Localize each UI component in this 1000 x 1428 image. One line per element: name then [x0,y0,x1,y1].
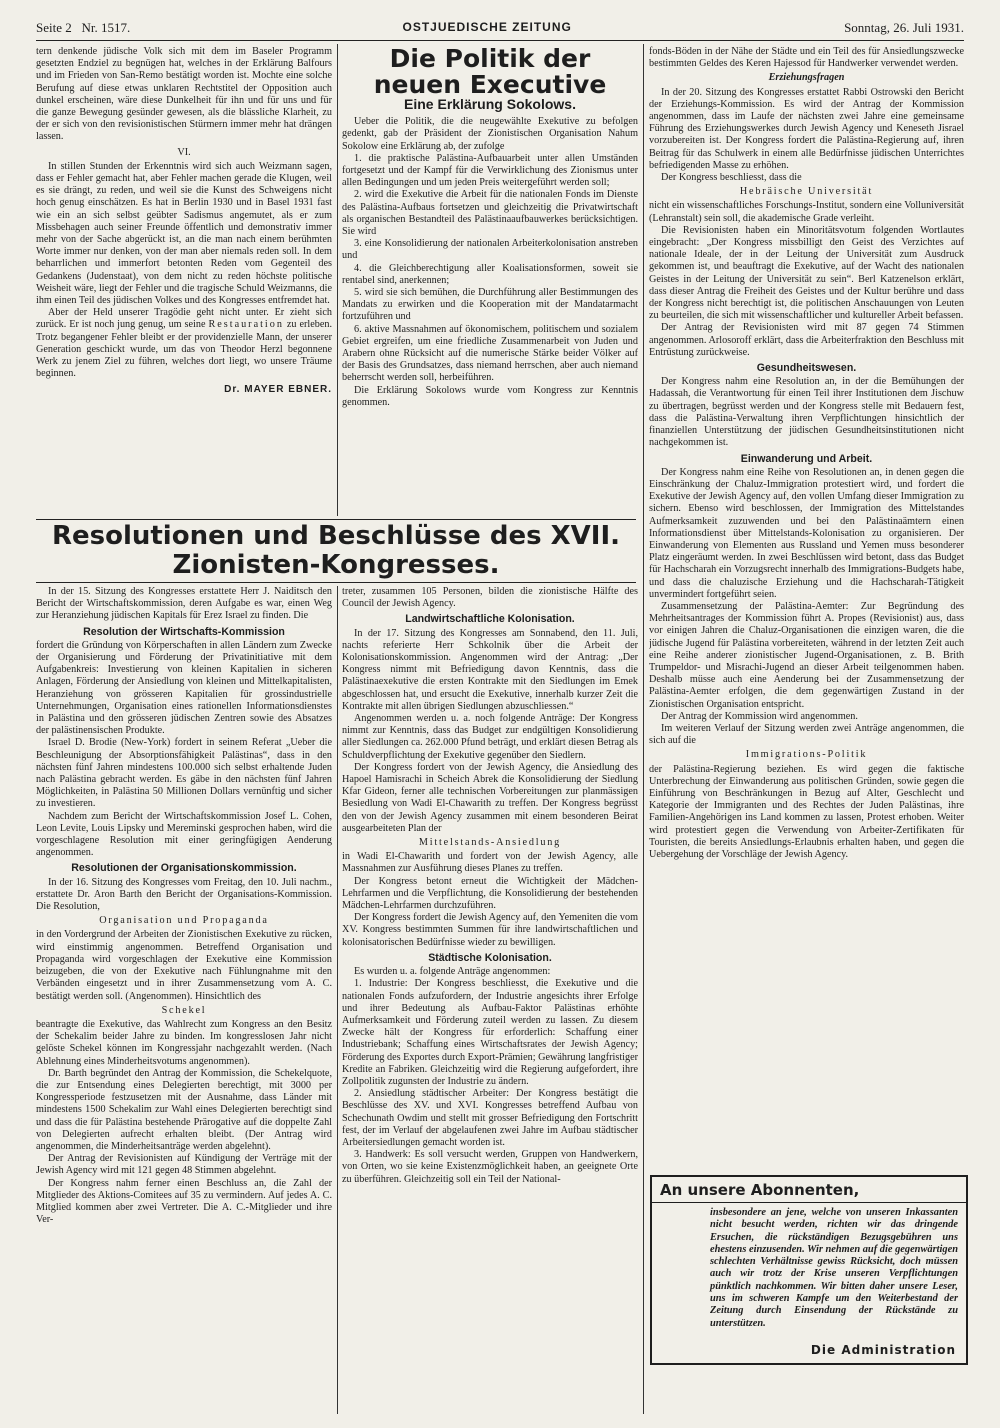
list-item: 4. die Gleichberechtigung aller Koalisationsformen, soweit sie rentabel sind, anerkennen; [342,262,638,286]
article-paragraph: Der Kongress beschliesst, dass die [661,172,802,184]
article-paragraph: Der Kongress fordert die Jewish Agency auf, den Yemeniten die vom XV. Kongress bestimmten Summen für ihre landwirtschaftlichen und kolonisatorischen Bedürfnisse wieder zu bewilligen. [342,912,638,948]
article-paragraph: In stillen Stunden der Erkenntnis wird sich auch Weizmann sagen, dass er Fehler gemacht hat, aber Fehler machen gerade die Klugen, weil es sie drängt, zu reden, und weil sie die Kunst des Schweigens nicht hoch genug einschätzen. Es hat in Berlin 1930 und in Basel 1931 fast wie ein an sich selbst geübter Sadismus angemutet, als er zum Missbehagen auch seiner Freunde öffentlich und demonstrativ immer mehr von der Sache abgerückt ist, an die man nach einem berühmten Worte immer nur denken, von der man aber niemals reden soll. In dem beharrlichen und immerfort betonten Reden vom Gegenteil des Gedankens (Judenstaat), von dem nicht zu reden höchste politische Weisheit wäre, liegt der Fehler und die tragische Schuld Weizmanns, die ihm einen Teil des jüdischen Volkes und des Kongresses entfremdet hat. [36,160,332,307]
list-item: 2. Ansiedlung städtischer Arbeiter: Der Kongress bestätigt die Beschlüsse des XV. und XVI. Kongresses betreffend Aufbau von Schechunath Owdim und stellt mit grosser Befriedigung den Fortschritt fest, der im Verlauf der abgelaufenen zwei Jahre im Aufbau städtischer Arbeitersiedlungen gemacht worden ist. [342,1088,638,1148]
subscriber-notice [650,1175,968,1365]
article-paragraph: Im weiteren Verlauf der Sitzung werden zwei Anträge angenommen, die sich auf die [649,722,964,747]
header-rule [36,40,964,41]
section-heading: Resolution der Wirtschafts-Kommission [83,625,285,638]
notice-signature: Die Administration [810,1343,956,1357]
subheadline: Eine Erklärung Sokolows. [404,96,576,112]
article-paragraph: Der Kongress fordert von der Jewish Agency, die Ansiedlung des Hapoel Hamisrachi in Scheich Abrek die Konsolidierung der Siedlung Kfar Gideon, ferner alle technischen Vorbereitungen zur planmässigen Besiedlung von Wadi El-Chawarith zu treffen. Der Kongress begrüsst den von der Jewish Agency zusammen mit einem besonderen Beirat ausgearbeiteten Plan der [342,761,638,834]
section-heading: Gesundheitswesen. [756,362,857,375]
article-paragraph: Die Erklärung Sokolows wurde vom Kongress zur Kenntnis genommen. [342,384,638,408]
issue-date: Sonntag, 26. Juli 1931. [844,20,964,35]
article-paragraph: Ueber die Politik, die die neugewählte Exekutive zu befolgen gedenkt, gab der Präsident der Zionistischen Organisation Nahum Sokolow eine Erklärung ab, der zufolge [342,116,638,152]
section-number: VI. [177,146,191,158]
article-weizmann-ending [36,46,332,516]
article-paragraph: Der Kongress betont erneut die Wichtigkeit der Mädchen-Lehrfarmen und die Verpflichtung, die Konsolidierung der bestehenden Mädchen-Lehrfarmen durchzuführen. [342,875,638,912]
article-resolutionen-col1 [36,586,332,1414]
page-info [36,20,130,36]
headline: Resolutionen und Beschlüsse des XVII. [51,521,621,551]
section-heading: Mittelstands-Ansiedlung [418,837,562,849]
headline: Zionisten-Kongresses. [172,550,500,580]
list-item: 3. eine Konsolidierung der nationalen Arbeiterkolonisation anstreben und [342,238,638,262]
headline: neuen Executive [373,69,607,99]
article-paragraph: Der Antrag der Kommission wird angenommen. [661,710,858,722]
list-item: 5. wird sie sich bemühen, die Durchführung aller Bestimmungen des Mandats zu erwirken und die Kooperation mit der Mandatarmacht fortzuführen und [342,287,638,323]
list-item: 1. die praktische Palästina-Aufbauarbeit unter allen Umständen fortgesetzt und der Kampf für die Verwirklichung des Zionismus unter allen Bedingungen und um jeden Preis weitergeführt werden soll; [342,152,638,189]
article-paragraph: beantragte die Exekutive, das Wahlrecht zum Kongress an den Besitz der Schekalim beider Jahre zu binden. Im kongresslosen Jahr nicht gelöste Schekel können im Kongressjahr nachgezahlt werden. (Nach Ablehnung eines Minderheitsvotums angenommen). [36,1018,332,1067]
text-run: Aber der Held unserer Tragödie geht nicht unter. Er zieht sich zurück. Er ist noch jung genug, um seine [36,307,332,331]
headline: Die Politik der [389,46,591,73]
section-heading: Resolutionen der Organisationskommission. [71,862,297,875]
article-paragraph: Der Kongress nahm ferner einen Beschluss an, die Zahl der Mitglieder des Aktions-Comitees auf 35 zu vermindern. Auf jedes A. C. Mitglied kommen aber zwei Vertreter. Die A. C.-Mitglieder und ihre Ver- [36,1177,332,1226]
text-run: zu erleben. Trotz begangener Fehler bleibt er der providenzielle Mann, der unserer Generation geschickt wurde, um das von Theodor Herzl begonnene Werk zu jenem Ziel zu führen, welches dort liegt, wo unsere Träume beginnen. [36,319,332,380]
article-paragraph: Der Antrag der Revisionisten wird mit 87 gegen 74 Stimmen angenommen. Arlosoroff erklärt, dass die Arbeiterfraktion den Beschluss mit Entrüstung zurückweise. [649,322,964,358]
article-paragraph: In der 15. Sitzung des Kongresses erstattete Herr J. Naiditsch den Bericht der Wirtschaftskommission, deren Aufgabe es war, einen Weg zur Heranziehung jüdischen Kapitals für Erez Israel zu finden. Die [36,586,332,622]
article-continued-column [649,46,964,1166]
notice-text: insbesondere an jene, welche von unseren Inkassanten nicht besucht werden, richten wir das dringende Ersuchen, die rückständigen Bezugsgebühren uns ehestens einzusenden. Wir nehmen auf die gegenwärtigen schlechten Verhältnisse gewiss Rücksicht, doch müssen auch wir trotz der Krise unseren Verpflichtungen pünktlich nachkommen. Wir bitten daher unsere Leser, uns im schweren Kampfe um den Weiterbestand der Zeitung durch Einsendung der Rückstände zu unterstützen. [710,1207,958,1329]
page-header [36,20,964,38]
article-paragraph: Der Antrag der Revisionisten auf Kündigung der Verträge mit der Jewish Agency wird mit 121 gegen 48 Stimmen abgelehnt. [36,1153,332,1177]
section-rule-left [36,519,636,520]
emphasis: Restauration [208,319,284,331]
list-item: 6. aktive Massnahmen auf ökonomischem, politischem und sozialem Gebiet ergreifen, um eine friedliche Zusammenarbeit von Juden und Arabern ohne Rücksicht auf die numerische Stärke beider Völker auf der Basis des Grundsatzes, dass niemand herrschen, aber auch niemand beherrscht werden soll, herbeiführen. [342,323,638,384]
article-paragraph: In der 20. Sitzung des Kongresses erstattet Rabbi Ostrowski den Bericht der Erziehungs-Kommission. Es wird der Antrag der Kommission angenommen, dass im Laufe der nächsten zwei Jahre eine gemeinsame Führung des Erziehungswerkes durch Jewish Agency und Keneseth Jisrael vorzubereiten ist. Der Kongress fordert die Palästina-Regierung auf, ihren Beitrag für das Schulwerk in einem alle Bedürfnisse jüdischen Unterrichtes befriedigenden Masse zu erhöhen. [649,86,964,171]
article-paragraph: treter, zusammen 105 Personen, bilden die zionistische Hälfte des Council der Jewish Agency. [342,586,638,610]
article-paragraph: Die Revisionisten haben ein Minoritätsvotum folgenden Wortlautes eingebracht: „Der Kongress missbilligt den Geist des Verzichtes auf nationale Ideale, der in der Leitung der Universität zum Ausdruck gekommen ist, und beauftragt die Exekutive, auf der Wacht des nationalen Geistes in der Leitung der Universität zu sein“. Berl Katzenelson erklärt, dass dieser Antrag die Freiheit des Geistes und der Kultur berühre und dass der Kongress nicht berechtigt ist, die politischen Anschauungen von Leuten zu beurteilen, die sich mit wissenschaftlicher und kultureller Arbeit befassen. [649,224,964,322]
list-item: 1. Industrie: Der Kongress beschliesst, die Exekutive und die nationalen Fonds aufzufordern, der Industrie angesichts ihrer Erfolge und ihrer Bedeutung als Aufbau-Faktor Palästinas erhöhte Aufmerksamkeit und Förderung zuteil werden zu lassen. Zu diesem Zwecke hält der Kongress für erforderlich: Schaffung einer Industriebank; Schaffung eines Wirtschaftsrates der Jewish Agency; Förderung des Exportes durch Export-Prämien; Gewährung langfristiger Kredite an Fabriken. Gleichzeitig wird die Regierung aufgefordert, ihre Zollpolitik zugunsten der Industrie zu ändern. [342,978,638,1087]
article-paragraph: Zusammensetzung der Palästina-Aemter: Zur Begründung des Mehrheitsantrages der Kommission führt A. Propes (Revisionist) aus, dass vor einigen Jahren die Chaluz-Organisationen die einzigen waren, die die jüdische Jugend für Palästina vorbereiteten, während in der letzten Zeit auch eine Reihe anderer zionistischer Jugend-Organisationen, z. B. Brith Trumpeldor- und Misrachi-Jugend an dieser Arbeit teilgenommen haben. Deshalb müsse auch eine Aenderung bei der Zusammensetzung der Palästina-Aemter erfolgen, die dem gegenwärtigen Zustand in der Zionistischen Organisation entspricht. [649,600,964,710]
section-heading: Hebräische Universität [739,186,874,198]
section-rule-left-2 [36,582,636,583]
article-paragraph: Es wurden u. a. folgende Anträge angenommen: [354,966,551,978]
section-heading: Landwirtschaftliche Kolonisation. [405,613,575,626]
section-heading: Erziehungsfragen [768,72,845,84]
article-paragraph: in den Vordergrund der Arbeiten der Zionistischen Exekutive zu rücken, wird einstimmig angenommen. Betreffend Organisation und Propaganda wird vorgeschlagen der Exekutive eine Kommission beizugeben, die von der Exekutive nach Fühlungnahme mit den Verbänden eingesetzt und in ihrer Zusammensetzung vom A. C. bestätigt werden soll. (Angenommen). Hinsichtlich des [36,929,332,1002]
column-divider [643,44,644,1414]
column-divider [337,586,338,1414]
list-item: 2. wird die Exekutive die Arbeit für die nationalen Fonds im Dienste des Palästina-Aufbaus fortsetzen und gleichzeitig die Privatwirtschaft als organischen Bestandteil des Palästinaaufbauwerkes berücksichtigen. Sie wird [342,189,638,238]
article-paragraph: fordert die Gründung von Körperschaften in allen Ländern zum Zwecke der Organisierung und Förderung der Privatinitiative mit dem Aufgabenkreis: Investierung von kleinen Kapitalien in sicheren Anlagen, Förderung der Ansiedlung von kleinen und Mittelkapitalisten, Heranziehung von grösseren Kapitalien für grossindustrielle Unternehmungen, Organisation eines rationellen Informationsdienstes in Palästina und den grösseren jüdischen Zentren sowie des Absatzes der palästinensischen Produkte. [36,639,332,737]
article-paragraph: Dr. Barth begründet den Antrag der Kommission, die Schekelquote, die zur Entsendung eines Delegierten berechtigt, mit 3000 per Kongressperiode festzusetzen mit der Ausnahme, dass Länder mit mindestens 1500 Schekalim zur Wahl eines Delegierten berechtigt sind und dass die für Palästina bestehende Prärogative auf die doppelte Zahl von Delegierten aufrecht erhalten bleibt. (Der Antrag wird angenommen, die Minderheitsanträge werden abgelehnt). [36,1067,332,1152]
section-heading: Städtische Kolonisation. [428,951,552,964]
article-paragraph: tern denkende jüdische Volk sich mit dem im Baseler Programm gesetzten Endziel zu begnügen hat, welches in der Erklärung Balfours und im Frieden von San-Remo bestätigt worden ist. Mochte eine solche Berufung auf diese etwas unklaren Rechtstitel der Opposition auch dunkel erscheinen, wäre diese Dunkelheit für ihn und für uns und für die ganze Bewegung gesünder gewesen, als die blässliche Klarheit, zu der er sich von den revisionistischen Stürmern immer mehr hat drängen lassen. [36,46,332,143]
article-paragraph: In der 17. Sitzung des Kongresses am Sonnabend, den 11. Juli, nachts referierte Herr Schkolnik über die Arbeit der Kolonisationskommission. Angenommen wird der Antrag: „Der Kongress nimmt mit Befriedigung davon Kenntnis, dass die Palästinaexekutive die ersten Kontrakte mit den Siedlungen im Emek abgeschlossen hat, und ersucht die Exekutive, innerhalb kurzer Zeit die Kontrakte mit allen übrigen Siedlungen abzuschliessen.“ [342,627,638,712]
section-heading: Einwanderung und Arbeit. [740,452,873,465]
article-paragraph: Israel D. Brodie (New-York) fordert in seinem Referat „Ueber die Beschleunigung der Absorptionsfähigkeit Palästinas“, dass in den nächsten fünf Jahren mindestens 100.000 sich selbst erhaltende Juden nach Palästina gebracht werden. Es gäbe in den nächsten fünf Jahren Möglichkeiten, in Palästina 50 Millionen Dollars vernünftig und sicher zu investieren. [36,737,332,810]
article-paragraph: fonds-Böden in der Nähe der Städte und ein Teil des für Ansiedlungszwecke bestimmten Geldes des Keren Hajessod für Handwerker verwendet werden. [649,46,964,70]
article-paragraph: Der Kongress nahm eine Resolution an, in der die Bemühungen der Hadassah, die Verantwortung für einen Teil ihrer Institutionen dem Jischuw zu übertragen, begrüsst werden und der Kongress stelle mit Bedauern fest, dass die Palästina-Verwaltung ihren Verpflichtungen hinsichtlich der finanziellen Unterstützung der jüdischen Gesundheitsinstitutionen nicht nachgekommen ist. [649,376,964,449]
section-heading: Immigrations-Politik [745,749,868,761]
article-paragraph: der Palästina-Regierung beziehen. Es wird gegen die faktische Unterbrechung der Einwanderung aus politischen Gründen, sowie gegen die Einführung von Beschränkungen in Bezug auf Alter, Geschlecht und Kategorie der Immigranten und des Rechtes der Juden Palästinas, ihre Familien-Angehörigen ins Land kommen zu lassen, Protest erhoben. Weiter wird protestiert gegen die Verwendung von Arbeiter-Zertifikaten für Touristen, die bereits Ansiedlungs-Erlaubnis erhalten haben, und gegen die Uebergehung der Vorschläge der Jewish Agency. [649,763,964,860]
list-item: 3. Handwerk: Es soll versucht werden, Gruppen von Handwerkern, von Orten, wo sie keine Existenzmöglichkeit haben, an geeignete Orte zu überführen. Gleichzeitig soll ein Teil der National- [342,1149,638,1185]
section-heading: Organisation und Propaganda [99,915,269,927]
article-author: Dr. MAYER EBNER. [224,384,332,396]
article-paragraph: Der Kongress nahm eine Reihe von Resolutionen an, in denen gegen die Einschränkung der Chaluz-Immigration protestiert wird, und fordert die Exekutive der Jewish Agency auf, den vollen Umfang dieser Immigration zu sichern. Ebenso wird beschlossen, der Immigration des Mittelstandes Aufmerksamkeit zuzuwenden und bei den Palästinaämtern einen Informationsdienst über Mittelstands-Kolonisation zu organisieren. Der Einwanderung von Elementen aus Russland und Yemen muss besonderer Platz eingeräumt werden. In zwei Beschlüssen wird betont, dass das Budget für Hachscharah ein Vorzugsrecht innerhalb des Immigrations-Budgets habe, und dass die chaluzische Erziehung und die Hachscharah-Tätigkeit unvermindert fortgeführt seien. [649,466,964,600]
article-paragraph: In der 16. Sitzung des Kongresses vom Freitag, den 10. Juli nachm., erstattete Dr. Aron Barth den Bericht der Organisations-Kommission. Die Resolution, [36,876,332,913]
article-resolutionen-col2 [342,586,638,1414]
section-heading: Schekel [161,1004,207,1016]
issue-number: Nr. 1517. [81,20,131,35]
resolutionen-headline [36,522,636,580]
article-paragraph: nicht ein wissenschaftliches Forschungs-Institut, sondern eine Volluniversität (Lehranstalt) sein soll, die akademische Grade verleiht. [649,200,964,224]
page-number: Seite 2 [36,20,72,35]
article-paragraph: Angenommen werden u. a. noch folgende Anträge: Der Kongress nimmt zur Kenntnis, dass das Budget zur endgültigen Konsolidierung aller Siedlungen ca. 262.000 Pfund beträgt, und erklärt diesen Betrag als Schuldverpflichtung der Exekutive gegenüber den Siedlern. [342,713,638,761]
column-divider [337,44,338,516]
article-paragraph [36,307,332,380]
masthead: OSTJUEDISCHE ZEITUNG [402,20,572,34]
article-paragraph: Nachdem zum Bericht der Wirtschaftskommission Josef L. Cohen, Leon Levite, Louis Lipsky und Mereminski gesprochen haben, wird die vorgeschlagene Resolution mit einer geringfügigen Aenderung angenommen. [36,810,332,859]
notice-title: An unsere Abonnenten, [652,1177,966,1203]
article-paragraph: in Wadi El-Chawarith und fordert von der Jewish Agency, alle Massnahmen zur Ausführung dieses Planes zu treffen. [342,851,638,875]
article-politik-executive [342,46,638,516]
